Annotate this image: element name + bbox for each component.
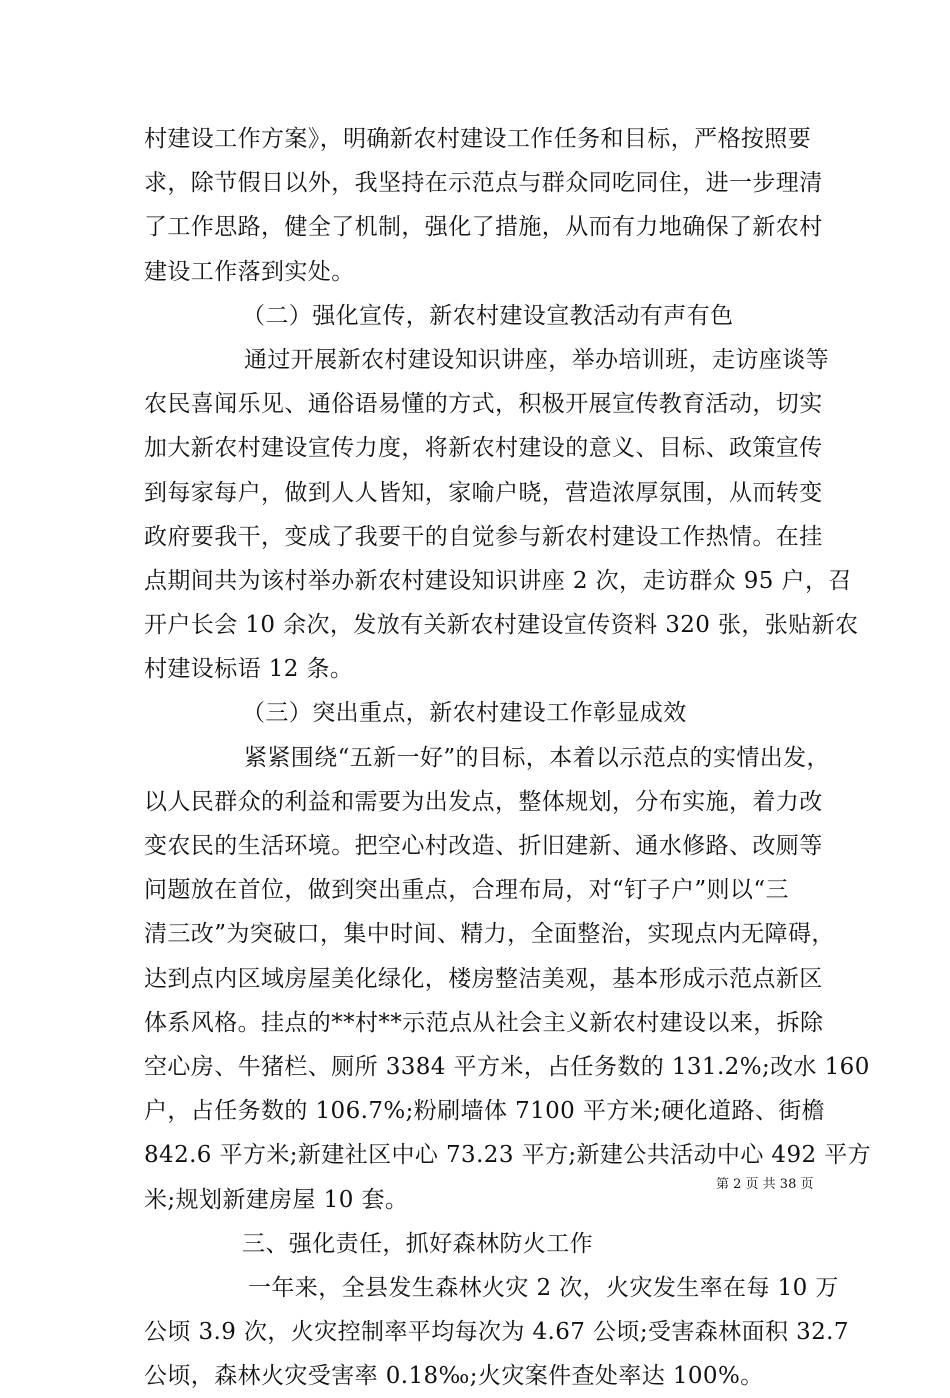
- paragraph-first-line: 一年来，全县发生森林火灾 2 次，火灾发生率在每 10 万: [248, 1274, 839, 1301]
- body-line: 清三改”为突破口，集中时间、精力，全面整治，实现点内无障碍，: [144, 921, 835, 948]
- body-line: 农民喜闻乐见、通俗语易懂的方式，积极开展宣传教育活动，切实: [144, 391, 823, 418]
- section-heading: （二）强化宣传，新农村建设宣教活动有声有色: [242, 302, 734, 329]
- body-line: 开户长会 10 余次，发放有关新农村建设宣传资料 320 张，张贴新农: [144, 612, 859, 639]
- body-line: 842.6 平方米;新建社区中心 73.23 平方;新建公共活动中心 492 平方: [144, 1142, 872, 1169]
- body-line: 了工作思路，健全了机制，强化了措施，从而有力地确保了新农村: [144, 214, 823, 241]
- document-body: [144, 117, 872, 1398]
- body-line: 问题放在首位，做到突出重点，合理布局，对“钉子户”则以“三: [144, 877, 789, 904]
- body-line: 政府要我干，变成了我要干的自觉参与新农村建设工作热情。在挂: [144, 523, 823, 550]
- page-number-footer: 第 2 页 共 38 页: [716, 1177, 814, 1192]
- body-line: 加大新农村建设宣传力度，将新农村建设的意义、目标、政策宣传: [144, 435, 823, 462]
- body-line: 达到点内区域房屋美化绿化，楼房整洁美观，基本形成示范点新区: [144, 965, 823, 992]
- paragraph-first-line: 通过开展新农村建设知识讲座，举办培训班，走访座谈等: [244, 346, 829, 373]
- body-line: 村建设标语 12 条。: [144, 656, 354, 683]
- body-line: 求，除节假日以外，我坚持在示范点与群众同吃同住，进一步理清: [144, 170, 823, 197]
- body-line: 以人民群众的利益和需要为出发点，整体规划，分布实施，着力改: [144, 788, 823, 815]
- body-line: 点期间共为该村举办新农村建设知识讲座 2 次，走访群众 95 户，召: [144, 567, 852, 594]
- body-line: 空心房、牛猪栏、厕所 3384 平方米，占任务数的 131.2%;改水 160: [144, 1053, 870, 1080]
- section-heading: 三、强化责任，抓好森林防火工作: [242, 1230, 593, 1257]
- body-line: 村建设工作方案》，明确新农村建设工作任务和目标，严格按照要: [144, 126, 812, 152]
- body-line: 体系风格。挂点的**村**示范点从社会主义新农村建设以来，拆除: [144, 1009, 824, 1036]
- body-line: 变农民的生活环境。把空心村改造、折旧建新、通水修路、改厕等: [144, 833, 823, 859]
- body-line: 公顷，森林火灾受害率 0.18‰;火灾案件查处率达 100%。: [144, 1363, 764, 1390]
- body-line: 建设工作落到实处。: [144, 258, 355, 285]
- body-line: 到每家每户，做到人人皆知，家喻户晓，营造浓厚氛围，从而转变: [144, 479, 823, 506]
- paragraph-first-line: 紧紧围绕“五新一好”的目标，本着以示范点的实情出发，: [244, 744, 830, 771]
- body-line: 公顷 3.9 次，火灾控制率平均每次为 4.67 公顷;受害森林面积 32.7: [144, 1319, 849, 1346]
- body-line: 户，占任务数的 106.7%;粉刷墙体 7100 平方米;硬化道路、街檐: [144, 1098, 826, 1125]
- body-line: 米;规划新建房屋 10 套。: [144, 1186, 409, 1213]
- section-heading: （三）突出重点，新农村建设工作彰显成效: [242, 700, 687, 727]
